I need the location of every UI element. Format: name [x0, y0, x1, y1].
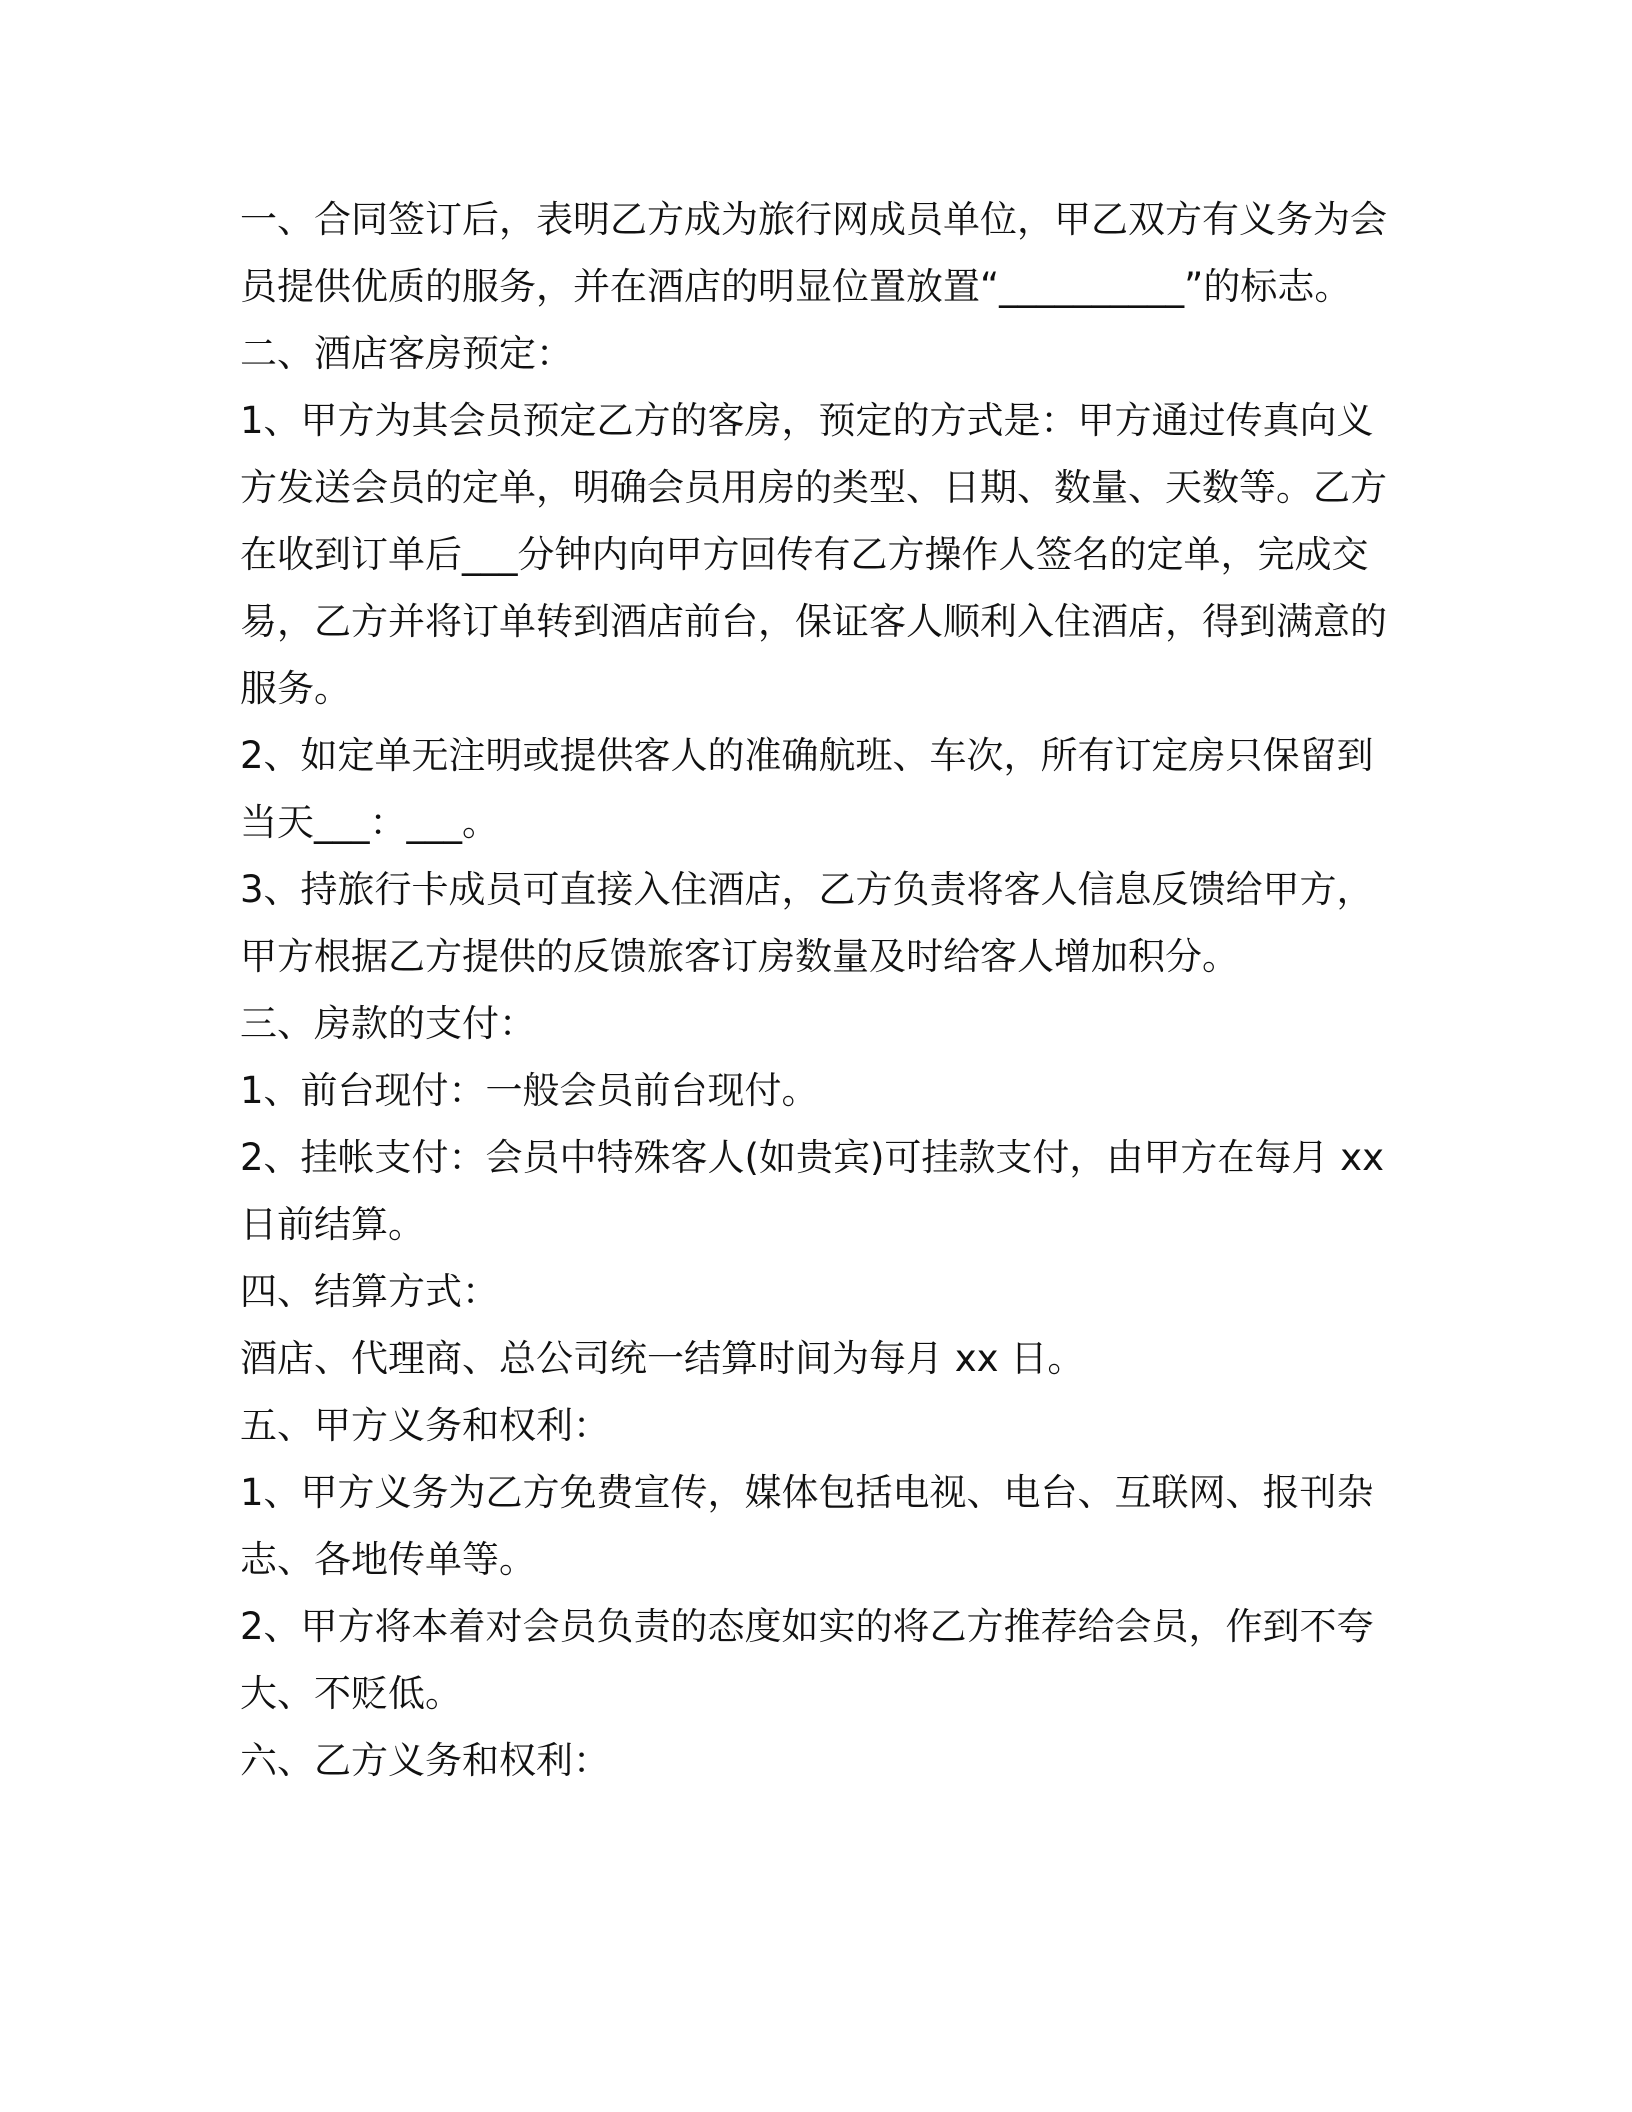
section-heading-payment: 三、房款的支付： — [240, 1002, 536, 1045]
clause-front-desk-payment: 1、前台现付：一般会员前台现付。 — [240, 1069, 819, 1112]
clause-account-payment: 2、挂帐支付：会员中特殊客人(如贵宾)可挂款支付，由甲方在每月 xx 日前结算。 — [240, 1136, 1384, 1246]
clause-settlement-date: 酒店、代理商、总公司统一结算时间为每月 xx 日。 — [240, 1337, 1085, 1380]
clause-1-membership: 一、合同签订后，表明乙方成为旅行网成员单位，甲乙双方有义务为会员提供优质的服务，并在酒店的明显位置放置“__________”的标志。 — [240, 198, 1387, 308]
section-heading-party-a-duties: 五、甲方义务和权利： — [240, 1404, 610, 1447]
clause-party-a-promotion: 1、甲方义务为乙方免费宣传，媒体包括电视、电台、互联网、报刊杂志、各地传单等。 — [240, 1471, 1374, 1581]
section-heading-settlement: 四、结算方式： — [240, 1270, 499, 1313]
section-heading-room-booking: 二、酒店客房预定： — [240, 332, 573, 375]
clause-booking-method: 1、甲方为其会员预定乙方的客房，预定的方式是：甲方通过传真向义方发送会员的定单，明确会员用房的类型、日期、数量、天数等。乙方在收到订单后___分钟内向甲方回传有乙方操作人签名的定单，完成交易，乙方并将订单转到酒店前台，保证客人顺利入住酒店，得到满意的服务。 — [240, 399, 1387, 710]
document-body — [240, 186, 1390, 1794]
section-heading-party-b-duties: 六、乙方义务和权利： — [240, 1739, 610, 1782]
clause-party-a-recommendation: 2、甲方将本着对会员负责的态度如实的将乙方推荐给会员，作到不夸大、不贬低。 — [240, 1605, 1374, 1715]
clause-room-hold-time: 2、如定单无注明或提供客人的准确航班、车次，所有订定房只保留到当天___：___。 — [240, 734, 1374, 844]
clause-travel-card-checkin: 3、持旅行卡成员可直接入住酒店，乙方负责将客人信息反馈给甲方，甲方根据乙方提供的反馈旅客订房数量及时给客人增加积分。 — [240, 868, 1374, 978]
